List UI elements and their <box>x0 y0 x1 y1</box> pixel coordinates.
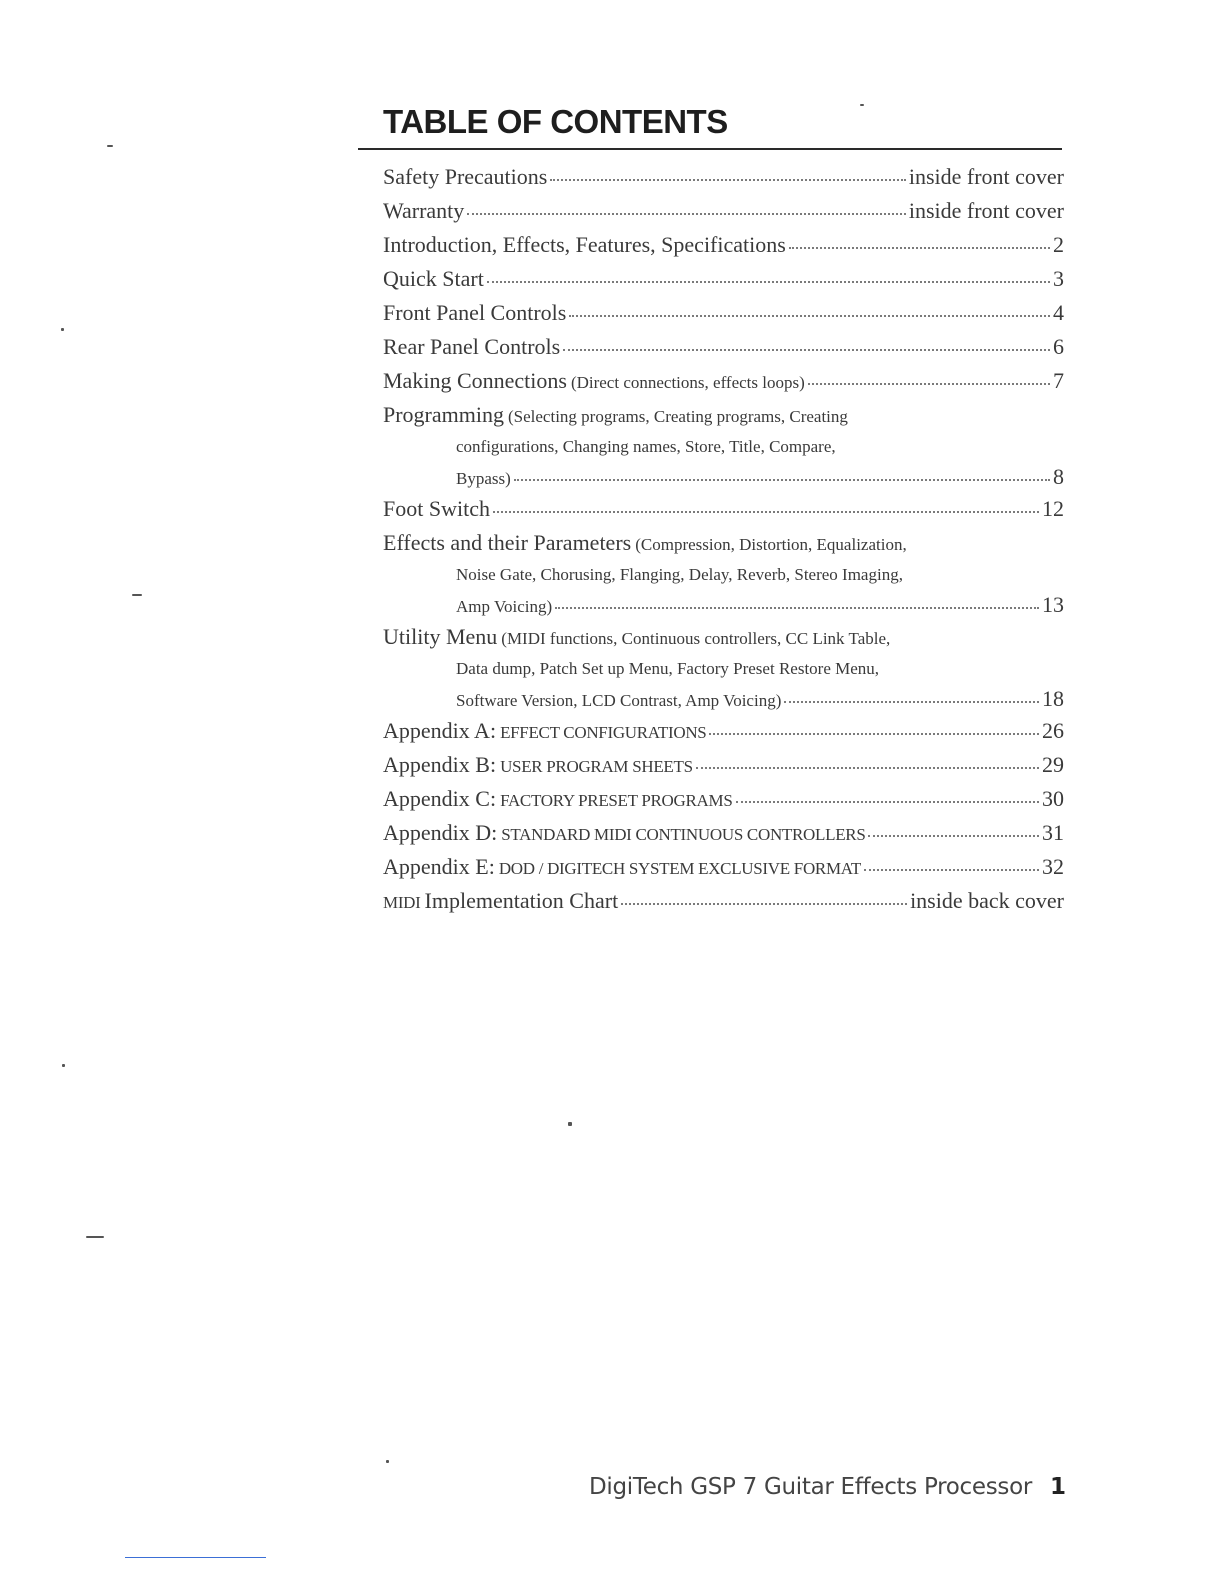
toc-page-number: 7 <box>1053 368 1064 393</box>
toc-entry-title: Appendix D: <box>383 820 498 845</box>
toc-page-number: inside front cover <box>908 198 1064 223</box>
toc-row <box>383 398 1064 432</box>
toc-row-continuation <box>383 684 1064 714</box>
dot-leader <box>709 733 1039 735</box>
toc-page-number: 13 <box>1042 592 1064 617</box>
toc-page-number: 32 <box>1042 854 1064 879</box>
toc-entry-title: Foot Switch <box>383 496 490 521</box>
toc-entry-detail-line: Software Version, LCD Contrast, Amp Voicing) <box>456 691 782 710</box>
toc-entry <box>383 714 1064 748</box>
toc-entry-detail: (Direct connections, effects loops) <box>570 373 805 392</box>
toc-page-number: 26 <box>1042 718 1064 743</box>
toc-entry-title: Appendix C: <box>383 786 497 811</box>
toc-entry-title: Front Panel Controls <box>383 300 567 325</box>
toc-entry-subject: EFFECT CONFIGURATIONS <box>500 723 707 742</box>
toc-entry-title: Effects and their Parameters <box>383 530 632 555</box>
toc-row-continuation <box>383 432 1064 462</box>
toc-entry <box>383 330 1064 364</box>
toc-entry-detail-line: Data dump, Patch Set up Menu, Factory Preset Restore Menu, <box>456 659 880 678</box>
toc-page-number: 2 <box>1053 232 1064 257</box>
toc-entry-title: Making Connections <box>383 368 567 393</box>
toc-row-continuation <box>383 462 1064 492</box>
scan-speck <box>86 1236 104 1238</box>
dot-leader <box>563 349 1050 351</box>
toc-entry-title: Appendix E: <box>383 854 495 879</box>
footer-page-number: 1 <box>1050 1474 1066 1500</box>
toc-page-number: 8 <box>1053 464 1064 489</box>
toc-row <box>383 194 1064 228</box>
toc-entry <box>383 492 1064 526</box>
dot-leader <box>493 511 1039 513</box>
toc-entry-detail-line: Amp Voicing) <box>456 597 553 616</box>
toc-entry-title: Quick Start <box>383 266 484 291</box>
toc-entry-detail: (Selecting programs, Creating programs, Creating <box>508 407 848 426</box>
dot-leader <box>555 607 1039 609</box>
dot-leader <box>467 213 906 215</box>
toc-entry <box>383 296 1064 330</box>
toc-entry <box>383 884 1064 918</box>
toc-entry-detail: (MIDI functions, Continuous controllers, CC Link Table, <box>501 629 891 648</box>
scan-speck <box>568 1122 572 1126</box>
dot-leader <box>487 281 1050 283</box>
toc-entry <box>383 228 1064 262</box>
scan-speck <box>386 1460 389 1463</box>
page-title: TABLE OF CONTENTS <box>383 103 728 140</box>
toc-entry <box>383 194 1064 228</box>
toc-page-number: 4 <box>1053 300 1064 325</box>
toc-row-continuation <box>383 654 1064 684</box>
scan-speck <box>107 145 113 147</box>
toc-row <box>383 714 1064 748</box>
dot-leader <box>621 903 907 905</box>
toc-entry-detail-line: configurations, Changing names, Store, Title, Compare, <box>456 437 836 456</box>
dot-leader <box>514 479 1050 481</box>
dot-leader <box>784 701 1039 703</box>
toc-entry-detail: (Compression, Distortion, Equalization, <box>635 535 907 554</box>
toc-entry <box>383 816 1064 850</box>
toc-row <box>383 620 1064 654</box>
table-of-contents <box>383 160 1064 918</box>
bottom-underline <box>125 1557 266 1558</box>
toc-entry-title: Utility Menu <box>383 624 498 649</box>
toc-entry-title: Appendix B: <box>383 752 497 777</box>
title-divider <box>358 148 1062 150</box>
toc-row <box>383 228 1064 262</box>
toc-entry-title: Warranty <box>383 198 465 223</box>
toc-entry <box>383 782 1064 816</box>
toc-entry-detail-line: Bypass) <box>456 469 511 488</box>
toc-page-number: 30 <box>1042 786 1064 811</box>
toc-row <box>383 850 1064 884</box>
toc-page-number: 18 <box>1042 686 1064 711</box>
toc-entry-title: Programming <box>383 402 504 427</box>
toc-entry <box>383 620 1064 714</box>
toc-entry-subject: STANDARD MIDI CONTINUOUS CONTROLLERS <box>501 825 866 844</box>
toc-entry-title: Rear Panel Controls <box>383 334 561 359</box>
toc-entry-title: Appendix A: <box>383 718 497 743</box>
toc-entry <box>383 398 1064 492</box>
toc-entry-subject: DOD / DIGITECH SYSTEM EXCLUSIVE FORMAT <box>498 859 861 878</box>
toc-entry-detail-line: Noise Gate, Chorusing, Flanging, Delay, Reverb, Stereo Imaging, <box>456 565 903 584</box>
toc-page-number: 31 <box>1042 820 1064 845</box>
toc-page-number: 12 <box>1042 496 1064 521</box>
toc-row-continuation <box>383 590 1064 620</box>
dot-leader <box>868 835 1039 837</box>
toc-page-number: inside front cover <box>908 164 1064 189</box>
toc-entry-title: Safety Precautions <box>383 164 548 189</box>
toc-page-number: 29 <box>1042 752 1064 777</box>
toc-row <box>383 782 1064 816</box>
toc-row <box>383 816 1064 850</box>
dot-leader <box>808 383 1050 385</box>
toc-entry <box>383 748 1064 782</box>
toc-entry <box>383 262 1064 296</box>
toc-entry <box>383 526 1064 620</box>
toc-entry-subject: FACTORY PRESET PROGRAMS <box>500 791 733 810</box>
dot-leader <box>864 869 1039 871</box>
toc-entry <box>383 160 1064 194</box>
toc-entry-title: Introduction, Effects, Features, Specifications <box>383 232 786 257</box>
toc-entry-subject: USER PROGRAM SHEETS <box>500 757 693 776</box>
dot-leader <box>789 247 1050 249</box>
dot-leader <box>569 315 1050 317</box>
dot-leader <box>550 179 905 181</box>
toc-row <box>383 526 1064 560</box>
scan-speck <box>132 594 142 596</box>
page-footer <box>589 1474 1066 1500</box>
toc-row <box>383 364 1064 398</box>
toc-row <box>383 748 1064 782</box>
toc-page-number: 3 <box>1053 266 1064 291</box>
scan-speck <box>61 328 64 331</box>
toc-row <box>383 884 1064 918</box>
scan-speck <box>860 104 864 106</box>
toc-row <box>383 296 1064 330</box>
toc-row <box>383 492 1064 526</box>
toc-page-number: inside back cover <box>910 888 1064 913</box>
scan-speck <box>62 1064 65 1067</box>
toc-page-number: 6 <box>1053 334 1064 359</box>
dot-leader <box>696 767 1039 769</box>
toc-row-continuation <box>383 560 1064 590</box>
toc-row <box>383 262 1064 296</box>
toc-entry <box>383 850 1064 884</box>
footer-text: DigiTech GSP 7 Guitar Effects Processor <box>589 1474 1033 1500</box>
toc-row <box>383 160 1064 194</box>
toc-entry-prefix: MIDI <box>383 893 421 912</box>
toc-entry <box>383 364 1064 398</box>
toc-entry-title: Implementation Chart <box>424 888 619 913</box>
toc-row <box>383 330 1064 364</box>
dot-leader <box>736 801 1040 803</box>
